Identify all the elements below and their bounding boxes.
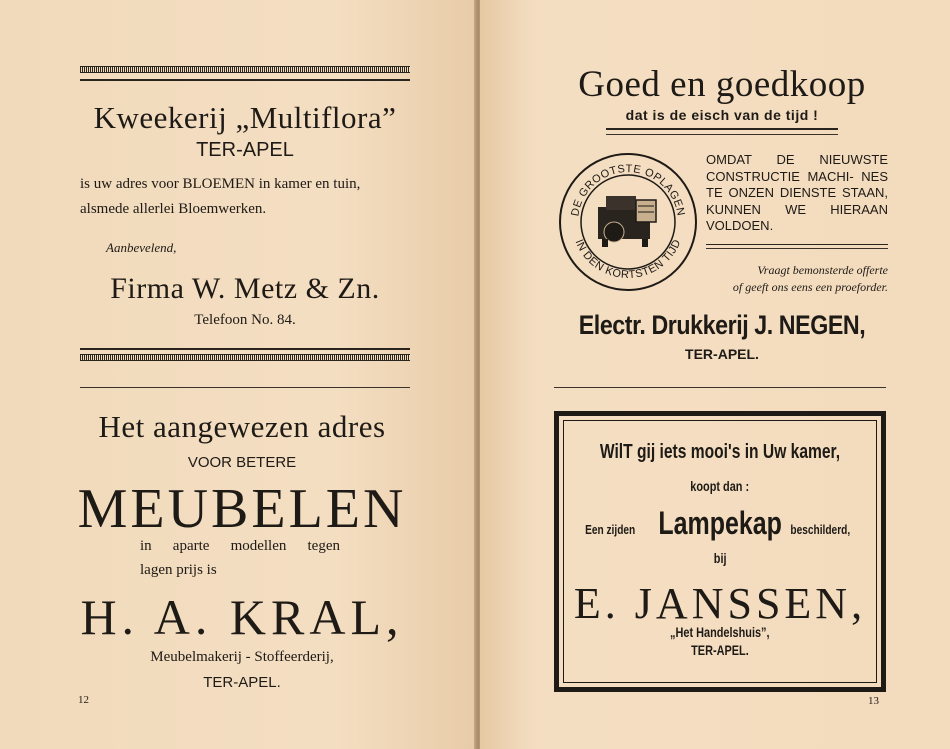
janssen-bij <box>554 550 886 568</box>
janssen-town <box>554 642 886 660</box>
negen-firm: Electr. Drukkerij J. NEGEN, <box>578 310 866 340</box>
janssen-line2-text: koopt dan : <box>690 478 750 494</box>
kral-trade: Meubelmakerij - Stoffeerderij, <box>150 649 334 665</box>
svg-text:IN DEN KORTSTEN TIJD <box>573 238 684 282</box>
janssen-line2 <box>554 478 886 496</box>
janssen-product-text: Lampekap <box>658 505 782 541</box>
janssen-pre-text: Een zijden <box>585 522 636 537</box>
janssen-shop <box>554 624 886 642</box>
seal-bottom-text: IN DEN KORTSTEN TIJD <box>572 237 684 282</box>
separator-rule-right <box>554 387 886 388</box>
kral-subheading: VOOR BETERE <box>187 454 297 471</box>
negen-town: TER-APEL. <box>685 346 759 362</box>
rule-top <box>80 79 410 81</box>
negen-title: Goed en goedkoop <box>578 64 866 105</box>
hatched-rule-middle <box>80 354 410 361</box>
janssen-shop-text: „Het Handelshuis”, <box>670 624 770 640</box>
negen-subtitle: dat is de eisch van de tijd ! <box>625 107 819 123</box>
firm-name: Firma W. Metz & Zn. <box>110 272 380 305</box>
kral-meubelen: MEUBELEN <box>77 478 407 540</box>
kral-name: H. A. KRAL, <box>80 589 404 645</box>
negen-rule-3 <box>706 244 888 245</box>
negen-body-text: OMDAT DE NIEUWSTE CONSTRUCTIE MACHI- NES TE ONZEN DIENSTE STAAN, KUNNEN WE HIERAAN VOLDOEN. <box>706 152 888 233</box>
printing-press-seal <box>558 152 698 292</box>
janssen-post <box>782 522 859 538</box>
janssen-post-text: beschilderd, <box>790 522 851 537</box>
kral-text-line1: in aparte modellen tegen <box>140 538 340 554</box>
janssen-line1 <box>554 441 886 464</box>
janssen-bij-text: bij <box>713 550 727 566</box>
janssen-line1-text: WilT gij iets mooi's in Uw kamer, <box>599 441 841 463</box>
page-number-left: 12 <box>78 694 89 706</box>
rule-middle <box>80 348 410 350</box>
kweekerij-town: TER-APEL <box>196 139 294 161</box>
janssen-town-text: TER-APEL. <box>691 642 749 658</box>
separator-rule-left <box>80 387 410 388</box>
offer-text-line1: Vraagt bemonsterde offerte <box>757 263 888 277</box>
kweekerij-title: Kweekerij „Multiflora” <box>93 100 397 135</box>
janssen-name: E. JANSSEN, <box>573 579 867 628</box>
offer-text-line2: of geeft ons eens een proeforder. <box>732 280 888 294</box>
recommend-text: Aanbevelend, <box>106 240 177 255</box>
printing-press-icon <box>598 196 656 247</box>
negen-rule-2 <box>606 134 838 135</box>
page-number-right: 13 <box>868 695 879 707</box>
kral-text-line2: lagen prijs is <box>140 562 217 578</box>
kweekerij-text-line1: is uw adres voor BLOEMEN in kamer en tuin, <box>80 176 361 192</box>
negen-rule-4 <box>706 248 888 249</box>
firm-phone: Telefoon No. 84. <box>194 312 296 328</box>
kweekerij-text-line2: alsmede allerlei Bloemwerken. <box>80 201 267 217</box>
seal-top-text: DE GROOTSTE OPLAGEN <box>569 162 687 218</box>
kral-heading: Het aangewezen adres <box>98 409 386 444</box>
kral-town: TER-APEL. <box>203 674 281 691</box>
negen-rule-1 <box>606 128 838 130</box>
hatched-rule-top <box>80 66 410 73</box>
